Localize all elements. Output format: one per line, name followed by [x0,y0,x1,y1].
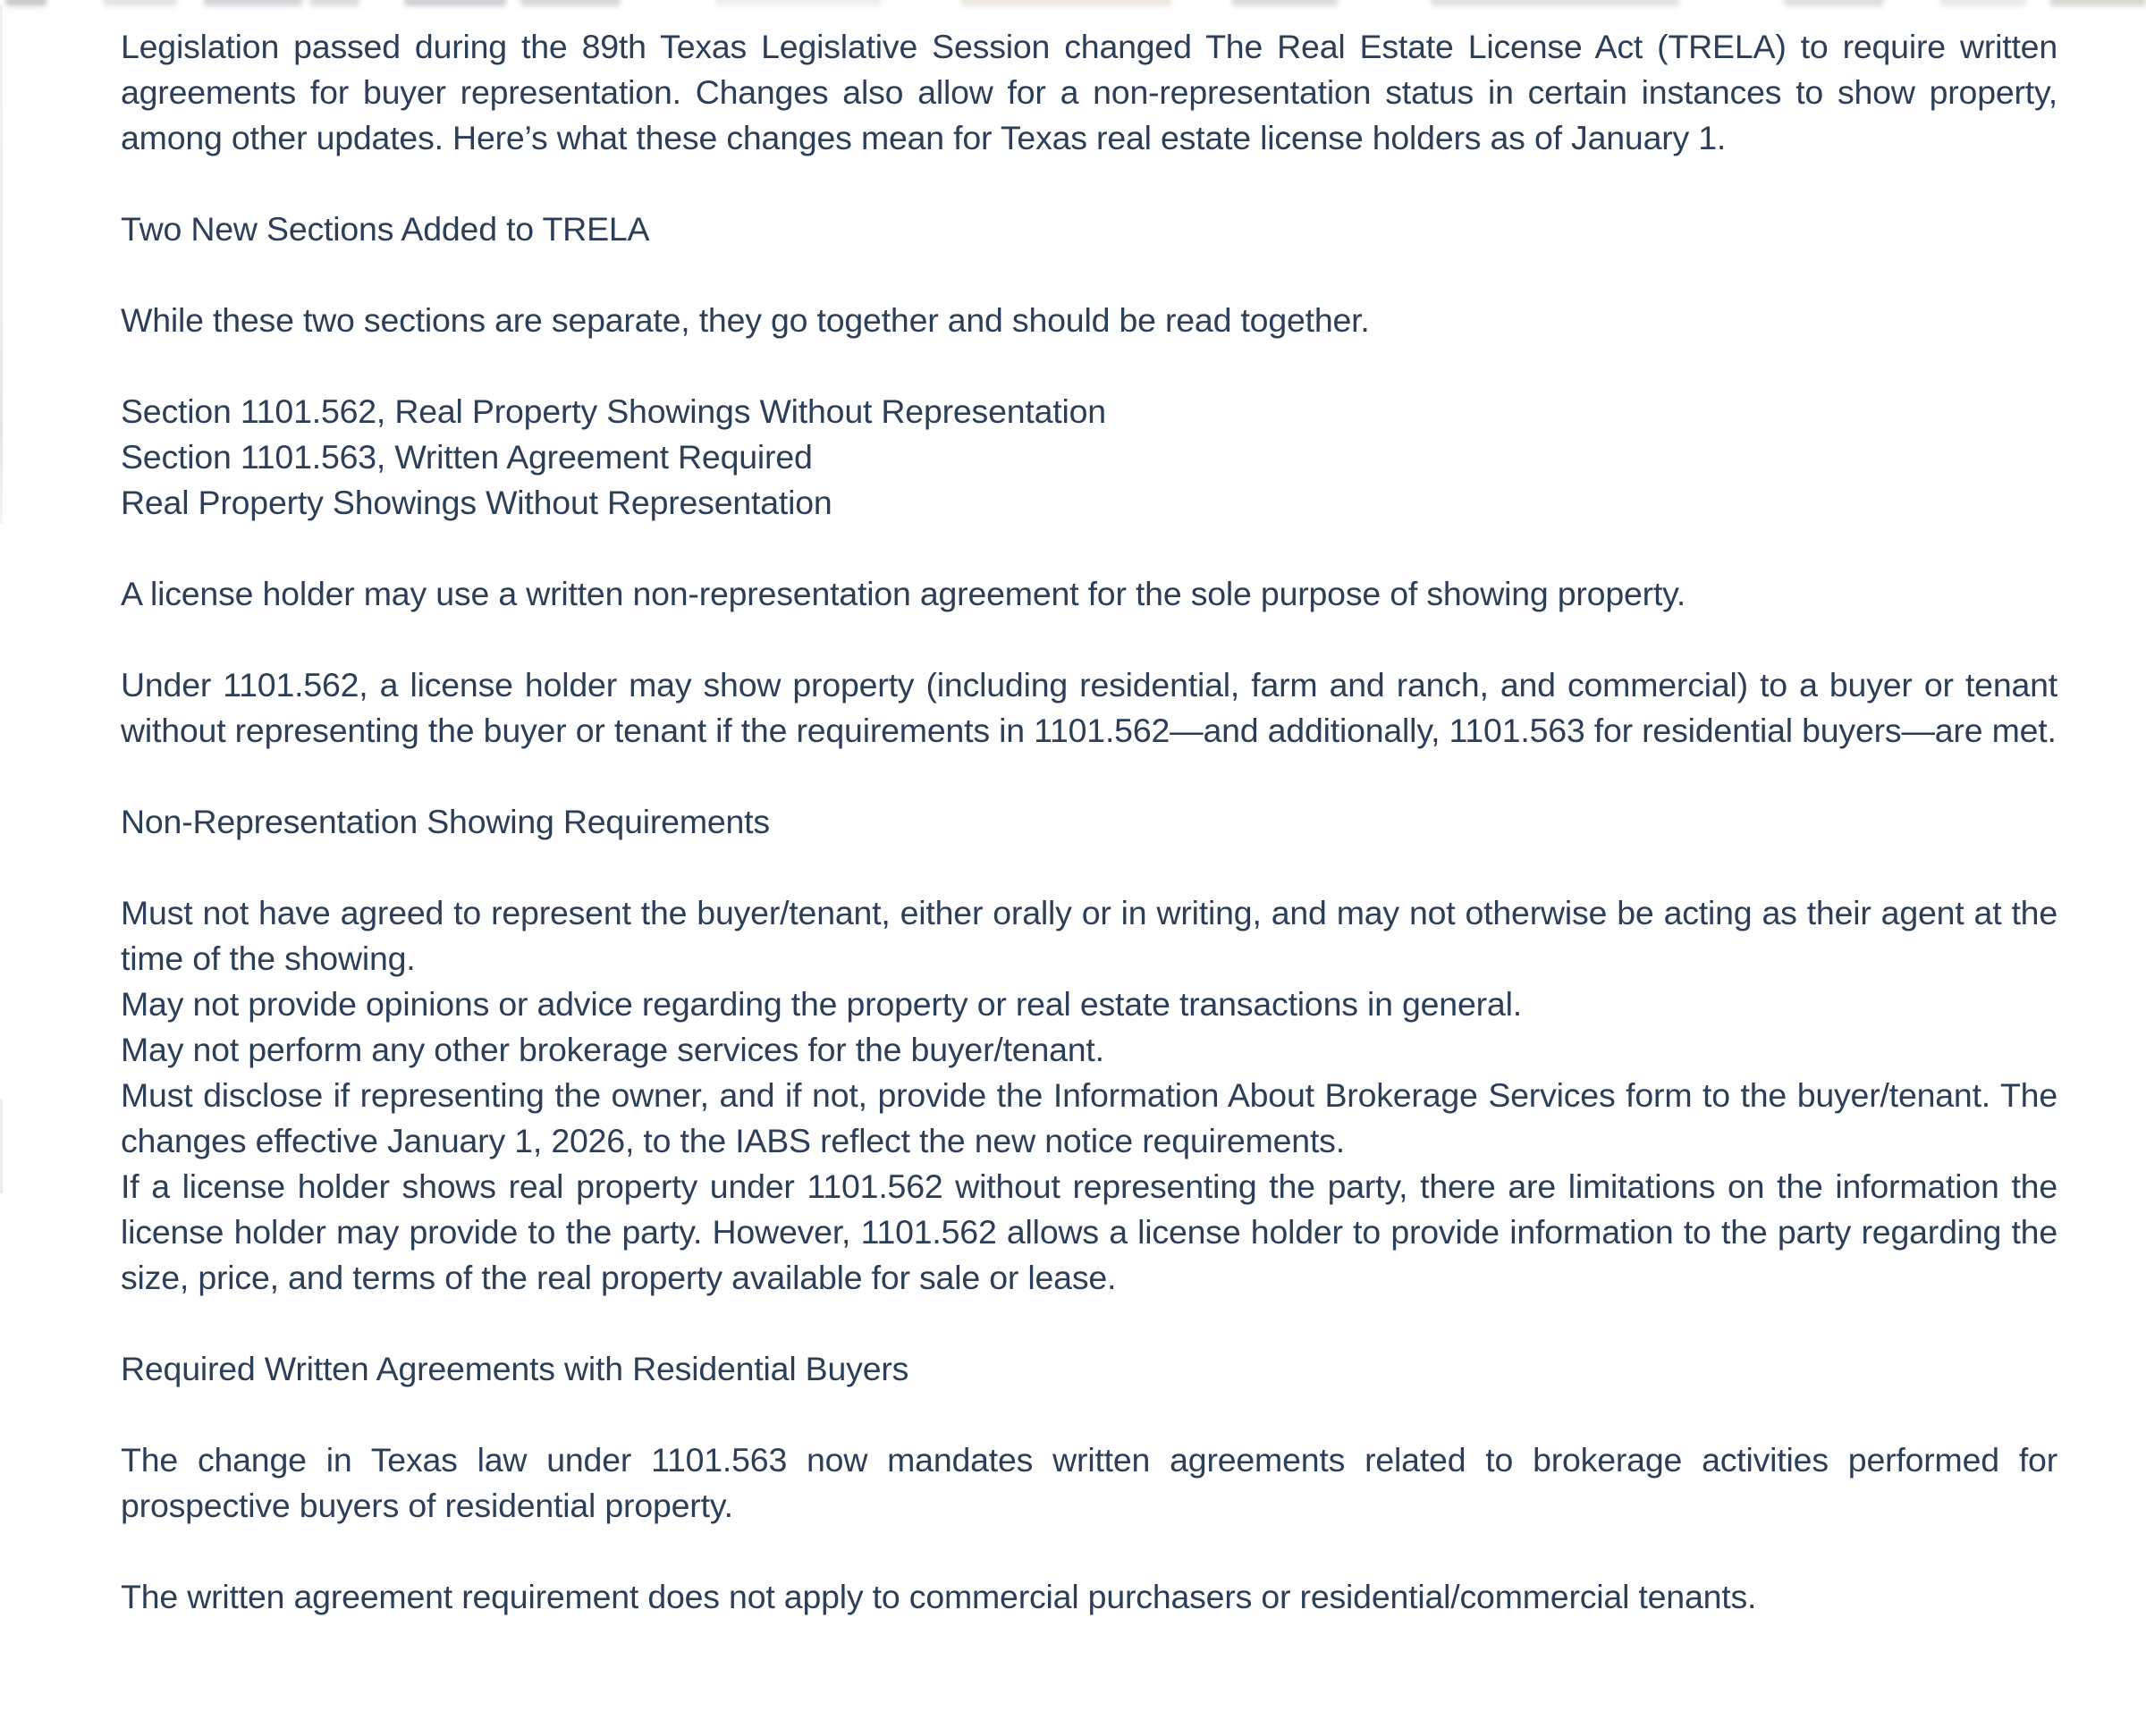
section-list-item: Real Property Showings Without Representation [121,484,832,521]
heading-two-new-sections: Two New Sections Added to TRELA [121,210,650,248]
artifact-segment [1784,0,1884,6]
heading-required-written-agreements: Required Written Agreements with Residential Buyers [121,1350,909,1387]
page-edge-shadow-top [0,5,3,524]
artifact-segment [204,0,302,6]
artifact-segment [2050,0,2146,6]
artifact-segment [961,0,1171,6]
artifact-segment [1431,0,1679,6]
read-together-paragraph: While these two sections are separate, they go together and should be read together. [121,301,1370,339]
top-edge-artifact [0,0,2146,13]
section-list [121,389,2057,526]
artifact-segment [309,0,359,6]
artifact-segment [520,0,621,6]
non-representation-purpose-paragraph: A license holder may use a written non-representation agreement for the sole purpose of showing property. [121,575,1686,612]
artifact-segment [1940,0,2026,6]
requirement-item: Must disclose if representing the owner, and if not, provide the Information About Brokerage Services form to the buyer/tenant. The changes effective January 1, 2026, to the IABS reflect the new notice requirements. [121,1076,2057,1159]
requirement-item: If a license holder shows real property under 1101.562 without representing the party, there are limitations on the information the license holder may provide to the party. However, 1101.562 allows a license holder to provide information to the party regarding the size, price, and terms of the real property available for sale or lease. [121,1167,2057,1296]
written-agreement-scope-paragraph: The written agreement requirement does not apply to commercial purchasers or residential/commercial tenants. [121,1578,1757,1615]
artifact-segment [404,0,506,6]
under-1101-562-paragraph: Under 1101.562, a license holder may show property (including residential, farm and ranch, and commercial) to a buyer or tenant without representing the buyer or tenant if the requirements in 1101.562—and additionally, 1101.563 for residential buyers—are met. [121,666,2057,749]
requirement-item: May not provide opinions or advice regarding the property or real estate transactions in general. [121,985,1522,1023]
requirement-item: Must not have agreed to represent the buyer/tenant, either orally or in writing, and may not otherwise be acting as their agent at the time of the showing. [121,894,2057,977]
article-body [121,24,2057,1665]
change-1101-563-paragraph: The change in Texas law under 1101.563 now mandates written agreements related to brokerage activities performed for prospective buyers of residential property. [121,1441,2057,1524]
artifact-segment [104,0,177,6]
artifact-segment [5,0,46,6]
artifact-segment [715,0,881,6]
section-list-item: Section 1101.562, Real Property Showings Without Representation [121,392,1106,430]
section-list-item: Section 1101.563, Written Agreement Required [121,438,813,476]
artifact-segment [1232,0,1338,6]
requirement-item: May not perform any other brokerage services for the buyer/tenant. [121,1031,1104,1068]
requirements-list [121,890,2057,1301]
page-edge-shadow-mid [0,1100,3,1193]
intro-paragraph: Legislation passed during the 89th Texas Legislative Session changed The Real Estate License Act (TRELA) to require written agreements for buyer representation. Changes also allow for a non-representation status in certain instances to show property, among other updates. Here’s what these changes mean for Texas real estate license holders as of January 1. [121,28,2057,156]
heading-non-representation-requirements: Non-Representation Showing Requirements [121,803,770,840]
